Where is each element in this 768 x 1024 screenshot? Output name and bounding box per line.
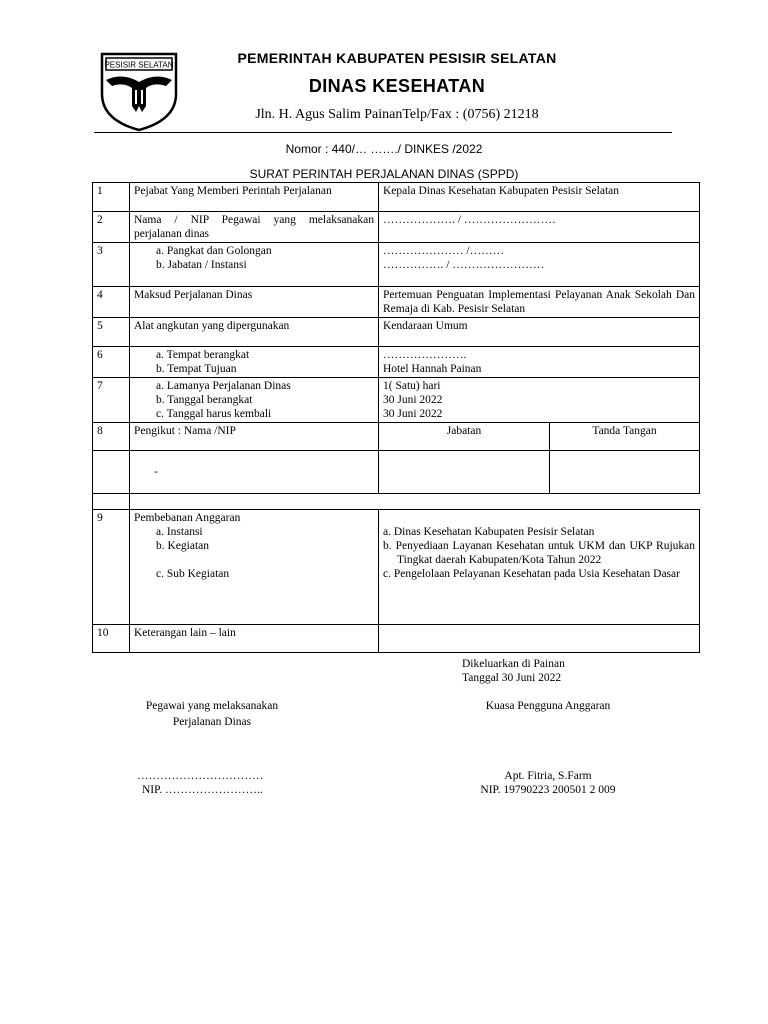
sub-value: a. Dinas Kesehatan Kabupaten Pesisir Selatan xyxy=(383,526,595,538)
row-number xyxy=(93,494,130,510)
row-label: Pengikut : Nama /NIP xyxy=(130,423,379,451)
row-spacer xyxy=(130,494,700,510)
sub-value: ………………… /……… xyxy=(383,245,505,257)
sub-label: b. Tanggal berangkat xyxy=(156,394,253,406)
row-value xyxy=(379,378,700,423)
sub-value: 30 Juni 2022 xyxy=(383,394,443,406)
row-number: 9 xyxy=(93,510,130,625)
row-label: Maksud Perjalanan Dinas xyxy=(130,287,379,318)
row-label xyxy=(130,243,379,287)
row-label: Alat angkutan yang dipergunakan xyxy=(130,318,379,347)
row-number xyxy=(93,451,130,494)
row-value: Pertemuan Penguatan Implementasi Pelayanan Anak Sekolah Dan Remaja di Kab. Pesisir Selatan xyxy=(379,287,700,318)
row-number: 1 xyxy=(93,183,130,212)
row-value xyxy=(379,510,700,625)
sub-label: Pembebanan Anggaran xyxy=(134,512,241,524)
row-label: Nama / NIP Pegawai yang melaksanakan perjalanan dinas xyxy=(130,212,379,243)
sppd-table xyxy=(92,182,700,653)
row-value xyxy=(379,347,700,378)
header-department: DINAS KESEHATAN xyxy=(308,76,486,96)
document-title: SURAT PERINTAH PERJALANAN DINAS (SPPD) xyxy=(249,167,519,181)
row-number: 10 xyxy=(93,625,130,653)
sub-label: b. Tempat Tujuan xyxy=(156,363,237,375)
table-row xyxy=(93,287,700,318)
sub-value: 1( Satu) hari xyxy=(383,380,441,392)
row-number: 4 xyxy=(93,287,130,318)
row-number: 7 xyxy=(93,378,130,423)
row-value: Kendaraan Umum xyxy=(379,318,700,347)
row-number: 3 xyxy=(93,243,130,287)
row-value xyxy=(550,451,700,494)
right-signatory-name: Apt. Fitria, S.Farm xyxy=(504,770,592,782)
table-row xyxy=(93,243,700,287)
row-label: Keterangan lain – lain xyxy=(130,625,379,653)
header-address: Jln. H. Agus Salim PainanTelp/Fax : (0756) 21218 xyxy=(255,107,539,122)
table-row xyxy=(93,494,700,510)
row-label xyxy=(130,510,379,625)
table-row xyxy=(93,347,700,378)
right-signatory-title: Kuasa Pengguna Anggaran xyxy=(485,700,611,712)
sub-value: …………………. xyxy=(383,349,467,361)
row-value: Kepala Dinas Kesehatan Kabupaten Pesisir Selatan xyxy=(379,183,700,212)
sub-value: Hotel Hannah Painan xyxy=(383,363,482,375)
left-signatory-title: Pegawai yang melaksanakan xyxy=(145,700,279,712)
left-signatory-nip: NIP. …………………….. xyxy=(142,784,263,796)
left-signatory-name: …………………………… xyxy=(137,770,264,782)
pesisir-selatan-logo xyxy=(96,48,182,134)
row-number: 2 xyxy=(93,212,130,243)
table-row xyxy=(93,318,700,347)
row-label xyxy=(130,378,379,423)
table-row xyxy=(93,212,700,243)
letter-number: Nomor : 440/… ……./ DINKES /2022 xyxy=(285,142,483,156)
header-divider xyxy=(94,132,672,133)
sub-label: a. Instansi xyxy=(156,526,203,538)
table-row xyxy=(93,378,700,423)
svg-text:PESISIR SELATAN: PESISIR SELATAN xyxy=(104,60,174,70)
sub-value: 30 Juni 2022 xyxy=(383,408,443,420)
column-header-jabatan: Jabatan xyxy=(379,423,550,451)
sub-label: a. Lamanya Perjalanan Dinas xyxy=(156,380,291,392)
header-government: PEMERINTAH KABUPATEN PESISIR SELATAN xyxy=(237,50,557,66)
table-row xyxy=(93,423,700,451)
row-label: - xyxy=(130,451,379,494)
right-signatory-nip: NIP. 19790223 200501 2 009 xyxy=(480,784,616,796)
sub-value: c. Pengelolaan Pelayanan Kesehatan pada Usia Kesehatan Dasar xyxy=(383,568,680,580)
table-row xyxy=(93,625,700,653)
row-value xyxy=(379,243,700,287)
sub-value: ……………. / …………………… xyxy=(383,259,545,271)
sub-label: c. Sub Kegiatan xyxy=(156,568,230,580)
row-value: ………………. / …………………… xyxy=(379,212,700,243)
sub-label: a. Pangkat dan Golongan xyxy=(156,245,272,257)
row-number: 6 xyxy=(93,347,130,378)
row-number: 5 xyxy=(93,318,130,347)
row-value xyxy=(379,451,550,494)
table-row xyxy=(93,183,700,212)
left-signatory-subtitle: Perjalanan Dinas xyxy=(172,716,252,728)
sub-label: a. Tempat berangkat xyxy=(156,349,250,361)
sub-label: b. Kegiatan xyxy=(156,540,210,552)
row-number: 8 xyxy=(93,423,130,451)
sub-label: c. Tanggal harus kembali xyxy=(156,408,272,420)
sub-value: b. Penyediaan Layanan Kesehatan untuk UKM dan UKP Rujukan Tingkat daerah Kabupaten/Kota Tahun 2022 xyxy=(383,540,695,566)
table-row xyxy=(93,510,700,625)
row-label xyxy=(130,347,379,378)
issued-date: Tanggal 30 Juni 2022 xyxy=(462,672,562,684)
issued-place: Dikeluarkan di Painan xyxy=(462,658,565,670)
sub-label: b. Jabatan / Instansi xyxy=(156,259,247,271)
table-row xyxy=(93,451,700,494)
column-header-tanda-tangan: Tanda Tangan xyxy=(550,423,700,451)
row-value xyxy=(379,625,700,653)
row-label: Pejabat Yang Memberi Perintah Perjalanan xyxy=(130,183,379,212)
